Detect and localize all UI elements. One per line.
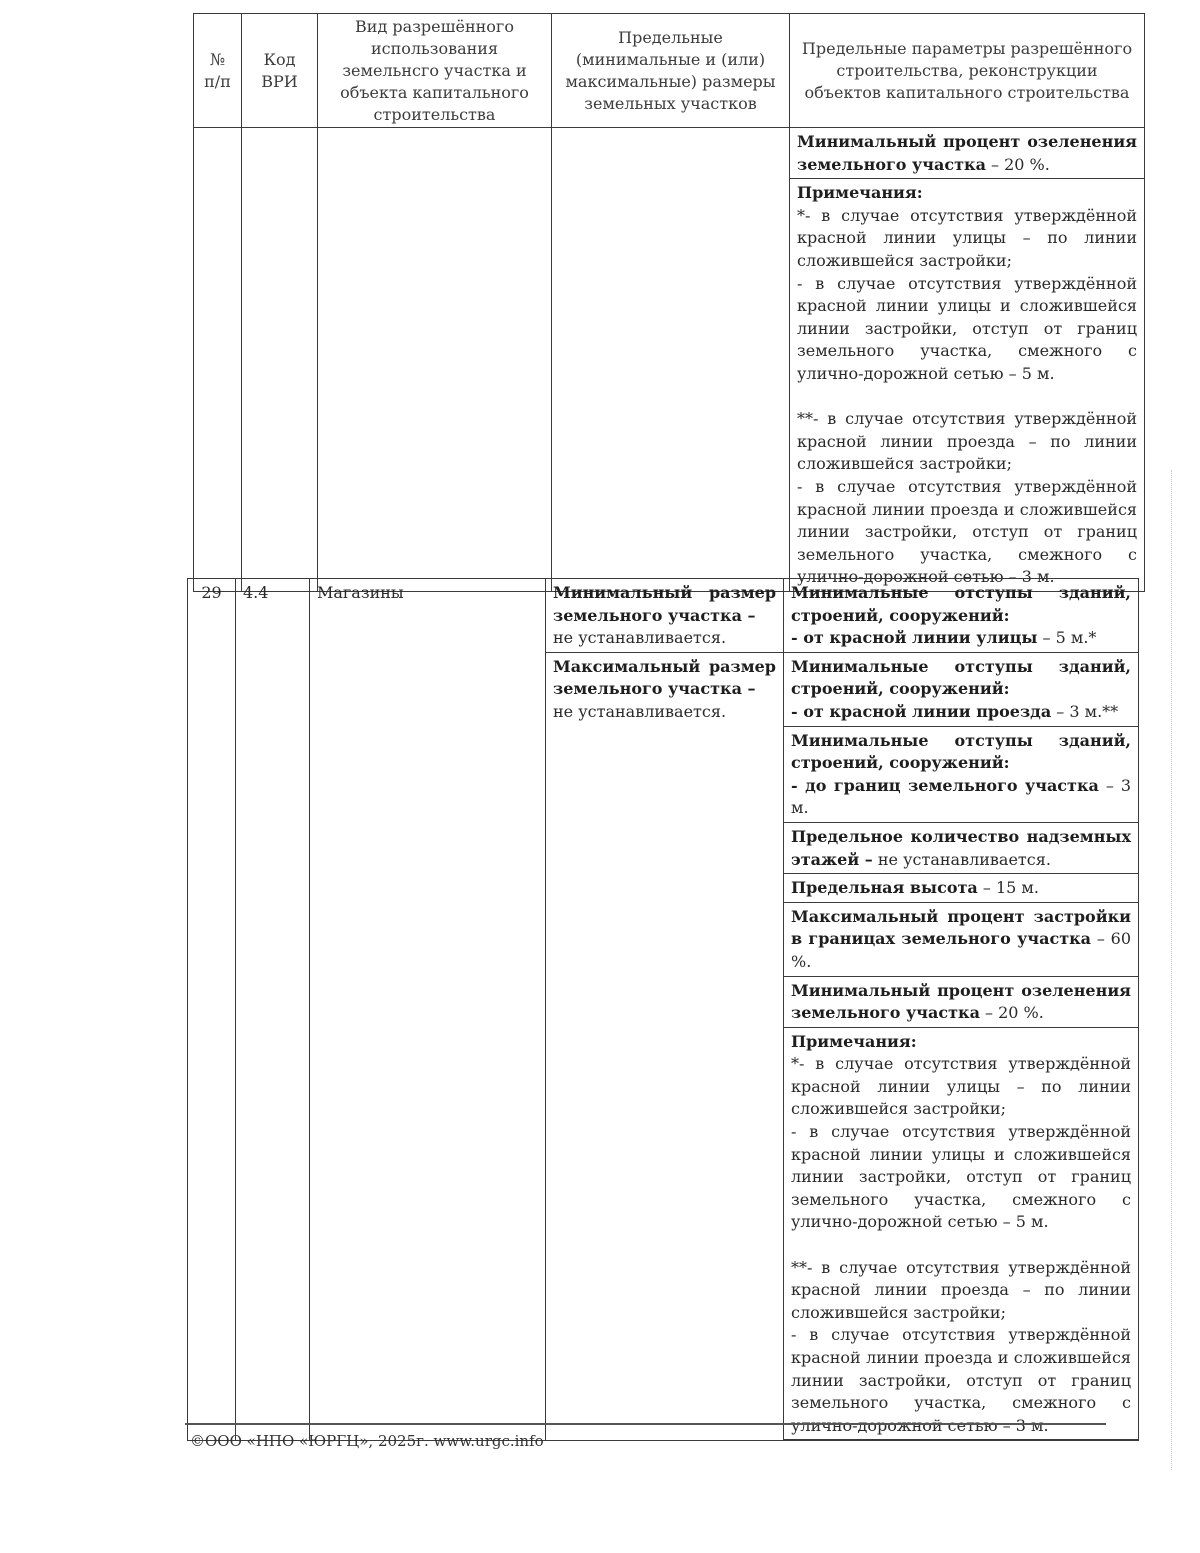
row29-min-size-value: не устанавливается.	[553, 628, 727, 648]
row29-param-6-value: – 60 %.	[791, 929, 1132, 971]
cont-notes-title: Примечания:	[797, 183, 923, 203]
cont-greening-label: Минимальный процент озеленения земельного участка	[797, 132, 1137, 174]
header-build-params: Предельные параметры разрешённого строительства, реконструкции объектов капитального строительства	[790, 14, 1145, 128]
row29-param-3	[784, 726, 1139, 822]
row29-max-size-value: не устанавливается.	[553, 701, 727, 721]
cont-notes-cell	[790, 179, 1145, 592]
row29-param-7-value: – 20 %.	[979, 1003, 1044, 1023]
cont-number	[194, 128, 242, 592]
cont-note-3: **- в случае отсутствия утверждённой красной линии проезда – по линии сложившейся застройки;	[797, 409, 1137, 474]
row29-note-2: - в случае отсутствия утверждённой красной линии улицы и сложившейся линии застройки, отступ от границ земельного участка, смежного с улично-дорожной сетью – 5 м.	[791, 1122, 1131, 1232]
row29-param-1-line: - от красной линии улицы	[791, 628, 1038, 648]
row29-notes-cell	[784, 1027, 1139, 1440]
row29-param-2-value: – 3 м.**	[1051, 701, 1119, 721]
row29-param-4-value: не устанавливается.	[872, 849, 1051, 869]
cont-greening-value: – 20 %.	[985, 154, 1050, 174]
row29-param-3-line: - до границ земельного участка	[791, 775, 1099, 795]
row29-param-3-label: Минимальные отступы зданий, строений, сооружений:	[791, 730, 1131, 773]
row29-param-4-label: Предельное количество надземных этажей –	[791, 826, 1131, 869]
row29-param-5-value: – 15 м.	[977, 878, 1039, 898]
row29-number: 29	[188, 579, 236, 1441]
header-code: Код ВРИ	[242, 14, 318, 128]
cont-note-1: *- в случае отсутствия утверждённой красной линии улицы – по линии сложившейся застройки;	[797, 205, 1137, 270]
row29-param-1-label: Минимальные отступы зданий, строений, сооружений:	[791, 583, 1131, 625]
footer-copyright: ©ООО «НПО «ЮРГЦ», 2025г. www.urgc.info	[190, 1432, 544, 1450]
footer-divider	[185, 1423, 1106, 1425]
regulations-table-top	[193, 13, 1145, 592]
row29-notes-title: Примечания:	[791, 1031, 917, 1051]
row29-param-6	[784, 902, 1139, 976]
row29-note-4: - в случае отсутствия утверждённой красной линии проезда и сложившейся линии застройки, отступ от границ земельного участка, смежного с улично-дорожной сетью – 3 м.	[791, 1325, 1131, 1435]
row29-param-6-label: Максимальный процент застройки в границах земельного участка	[791, 906, 1131, 949]
continued-row	[194, 128, 1145, 179]
cont-code	[242, 128, 318, 592]
row29-param-5-label: Предельная высота	[791, 878, 978, 898]
row29-min-size-cell	[546, 579, 784, 653]
header-plot-size: Предельные (минимальные и (или) максимальные) размеры земельных участков	[552, 14, 790, 128]
row29-code: 4.4	[236, 579, 310, 1441]
row29-use-name: Магазины	[310, 579, 546, 1441]
row29-param-2-label: Минимальные отступы зданий, строений, сооружений:	[791, 656, 1131, 699]
cont-note-4: - в случае отсутствия утверждённой красной линии проезда и сложившейся линии застройки, отступ от границ земельного участка, смежного с улично-дорожной сетью – 3 м.	[797, 476, 1137, 587]
cont-greening-cell	[790, 128, 1145, 179]
row29-param-1-value: – 5 м.*	[1037, 628, 1097, 648]
row29-param-4	[784, 822, 1139, 873]
row29-param-2-line: - от красной линии проезда	[791, 701, 1052, 721]
header-number: № п/п	[194, 14, 242, 128]
cont-name	[318, 128, 552, 592]
row29-param-3-value: – 3 м.	[791, 775, 1131, 818]
row29-max-size-label: Максимальный размер земельного участка –	[553, 656, 776, 699]
row29-note-3: **- в случае отсутствия утверждённой красной линии проезда – по линии сложившейся застройки;	[791, 1257, 1131, 1322]
scan-edge-marks	[1171, 470, 1174, 1470]
row29-param-7-label: Минимальный процент озеленения земельного участка	[791, 980, 1131, 1023]
row29-max-size-cell	[546, 652, 784, 1441]
regulations-table-row-29	[187, 578, 1139, 1441]
row29-min-size-label: Минимальный размер земельного участка –	[553, 583, 776, 625]
cont-size	[552, 128, 790, 592]
row29-param-7	[784, 976, 1139, 1027]
row29-param-1	[784, 579, 1139, 653]
row29-filler	[784, 1440, 1139, 1441]
header-use-type: Вид разрешённого использования земельнсго участка и объекта капитального строительства	[318, 14, 552, 128]
row29-note-1: *- в случае отсутствия утверждённой красной линии улицы – по линии сложившейся застройки;	[791, 1054, 1131, 1119]
row29-param-5	[784, 874, 1139, 903]
row29-param-2	[784, 652, 1139, 726]
table-header-row	[194, 14, 1145, 128]
table-row	[188, 579, 1139, 653]
cont-note-2: - в случае отсутствия утверждённой красной линии улицы и сложившейся линии застройки, отступ от границ земельного участка, смежного с улично-дорожной сетью – 5 м.	[797, 273, 1137, 383]
